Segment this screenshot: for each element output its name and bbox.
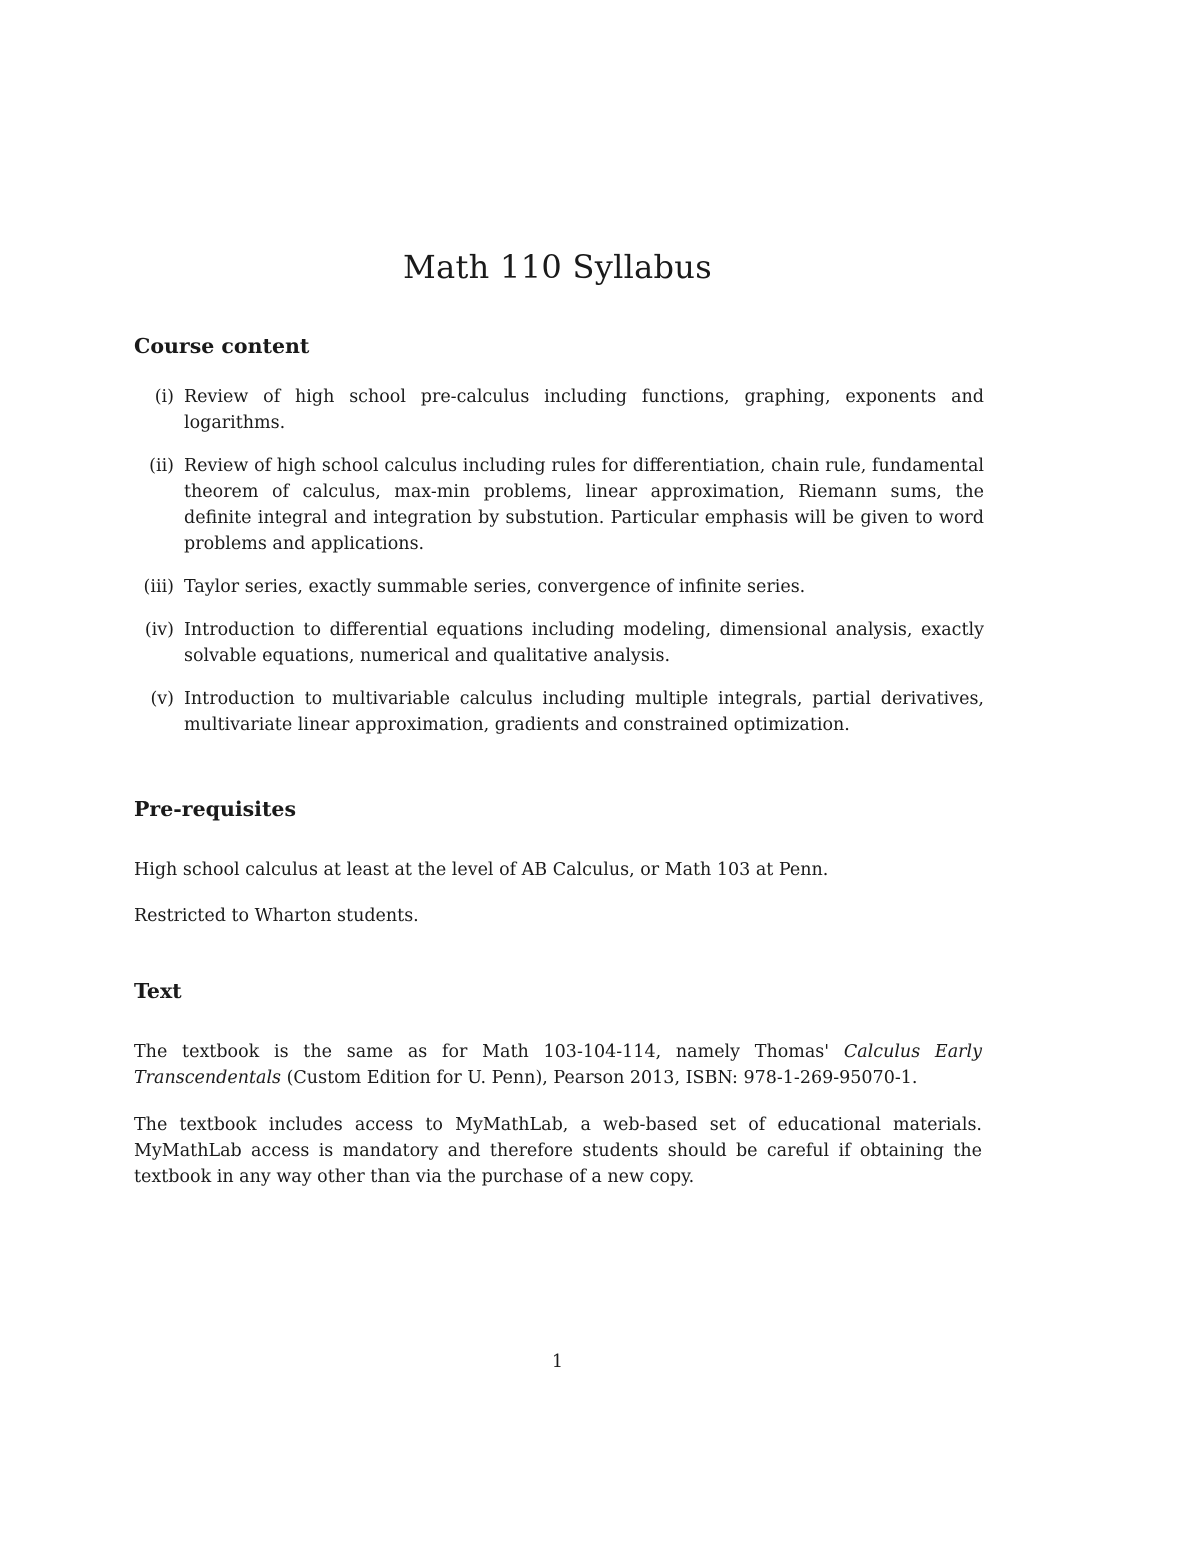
list-item-text: Introduction to multivariable calculus including multiple integrals, partial derivatives, multivariate linear approximation, gradients and constrained optimization. [184, 689, 984, 735]
list-item [134, 617, 984, 669]
list-marker: (iv) [144, 620, 174, 640]
page-title: Math 110 Syllabus [403, 248, 712, 286]
list-item [134, 384, 984, 436]
list-marker: (ii) [149, 456, 174, 476]
list-item-text: Taylor series, exactly summable series, convergence of infinite series. [184, 577, 806, 597]
list-item [134, 686, 984, 738]
restriction-paragraph: Restricted to Wharton students. [134, 906, 419, 926]
list-marker: (v) [150, 689, 174, 709]
list-item [134, 453, 984, 557]
section-heading-course-content: Course content [134, 334, 310, 358]
section-heading-prerequisites: Pre-requisites [134, 797, 297, 821]
list-item-text: Introduction to differential equations including modeling, dimensional analysis, exactly solvable equations, numerical and qualitative analysis. [184, 620, 984, 666]
textbook-details: (Custom Edition for U. Penn), Pearson 2013, ISBN: 978-1-269-95070-1. [281, 1068, 918, 1088]
section-heading-text: Text [134, 979, 182, 1003]
list-item [134, 574, 984, 600]
prerequisites-paragraph: High school calculus at least at the level of AB Calculus, or Math 103 at Penn. [134, 860, 829, 880]
list-marker: (iii) [143, 577, 174, 597]
textbook-intro: The textbook is the same as for Math 103-104-114, namely Thomas' [134, 1042, 844, 1062]
list-marker: (i) [154, 387, 174, 407]
textbook-paragraph [134, 1039, 982, 1091]
list-item-text: Review of high school calculus including rules for differentiation, chain rule, fundamental theorem of calculus, max-min problems, linear approximation, Riemann sums, the definite integral and integration by substution. Particular emphasis will be given to word problems and applications. [184, 456, 984, 554]
textbook-title: Calculus Early Transcendentals [134, 1042, 982, 1088]
page-number: 1 [551, 1352, 564, 1372]
list-item-text: Review of high school pre-calculus including functions, graphing, exponents and logarithms. [184, 387, 984, 433]
course-content-list [134, 384, 984, 755]
mymathlab-paragraph: The textbook includes access to MyMathLab, a web-based set of educational materials. MyMathLab access is mandatory and therefore students should be careful if obtaining the textbook in any way other than via the purchase of a new copy. [134, 1115, 982, 1187]
